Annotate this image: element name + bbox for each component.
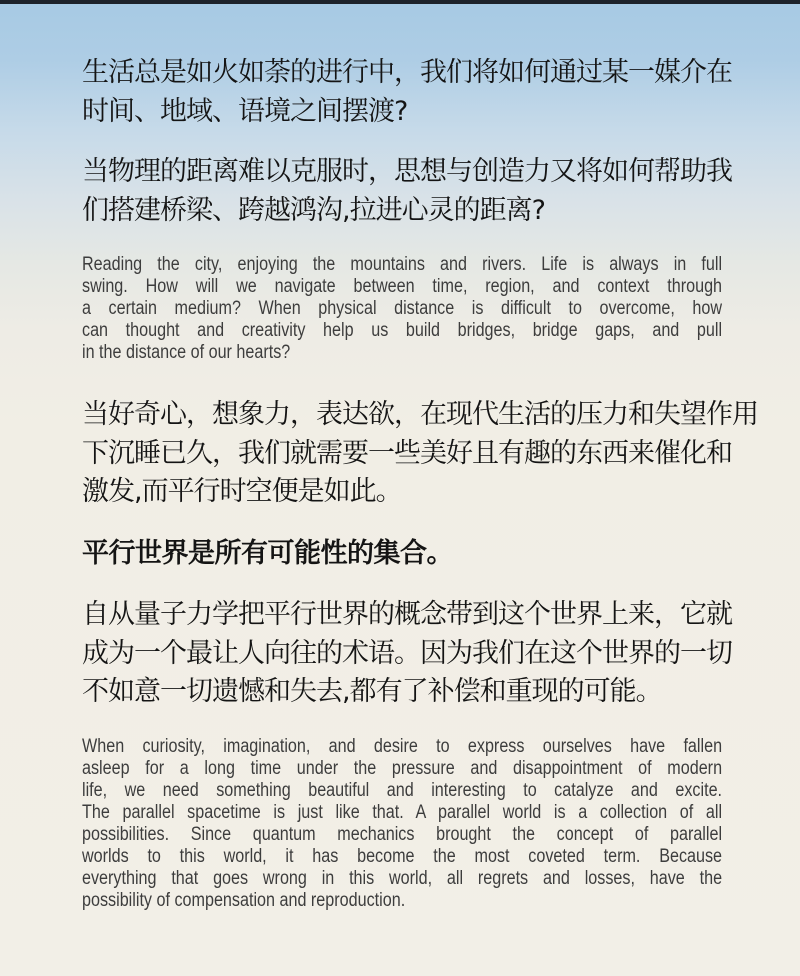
chinese-paragraph-2 xyxy=(82,153,747,230)
text-line: worlds to this world, it has become the most coveted term. Because xyxy=(82,846,723,867)
text-line: can thought and creativity help us build bridges, bridge gaps, and pull xyxy=(82,320,723,341)
text-line: 时间、地域、语境之间摆渡? xyxy=(82,95,408,127)
text-line: Reading the city, enjoying the mountains and rivers. Life is always in full xyxy=(82,254,723,275)
text-line: When curiosity, imagination, and desire to express ourselves have fallen xyxy=(82,736,723,757)
text-line: 不如意一切遗憾和失去,都有了补偿和重现的可能。 xyxy=(82,676,662,707)
text-line: possibility of compensation and reproduction. xyxy=(82,890,406,911)
text-line: everything that goes wrong in this world, all regrets and losses, have the xyxy=(82,868,723,889)
text-line: 成为一个最让人向往的术语。因为我们在这个世界的一切 xyxy=(82,637,732,669)
text-line: 下沉睡已久，我们就需要一些美好且有趣的东西来催化和 xyxy=(82,437,732,469)
text-line: a certain medium? When physical distance is difficult to overcome, how xyxy=(82,298,723,319)
section-heading xyxy=(82,535,747,574)
chinese-paragraph-3 xyxy=(82,396,758,512)
text-line: life, we need something beautiful and interesting to catalyze and excite. xyxy=(82,780,723,801)
text-line: in the distance of our hearts? xyxy=(82,342,291,363)
text-line: 生活总是如火如荼的进行中，我们将如何通过某一媒介在 xyxy=(82,57,732,88)
text-line: 当好奇心，想象力，表达欲，在现代生活的压力和失望作用 xyxy=(82,399,758,430)
top-strip xyxy=(0,0,800,4)
text-line: 们搭建桥梁、跨越鸿沟,拉进心灵的距离? xyxy=(82,194,545,226)
text-line: asleep for a long time under the pressure and disappointment of modern xyxy=(82,758,723,779)
heading-text: 平行世界是所有可能性的集合。 xyxy=(82,538,453,569)
english-paragraph-2 xyxy=(82,736,722,912)
text-line: swing. How will we navigate between time, region, and context through xyxy=(82,276,723,297)
text-line: 自从量子力学把平行世界的概念带到这个世界上来，它就 xyxy=(82,599,732,630)
english-paragraph-1 xyxy=(82,254,722,364)
chinese-paragraph-1 xyxy=(82,54,747,131)
text-line: possibilities. Since quantum mechanics brought the concept of parallel xyxy=(82,824,723,845)
text-line: The parallel spacetime is just like that. A parallel world is a collection of all xyxy=(82,802,723,823)
text-line: 激发,而平行时空便是如此。 xyxy=(82,476,402,507)
chinese-paragraph-4 xyxy=(82,596,747,712)
text-line: 当物理的距离难以克服时，思想与创造力又将如何帮助我 xyxy=(82,156,732,187)
